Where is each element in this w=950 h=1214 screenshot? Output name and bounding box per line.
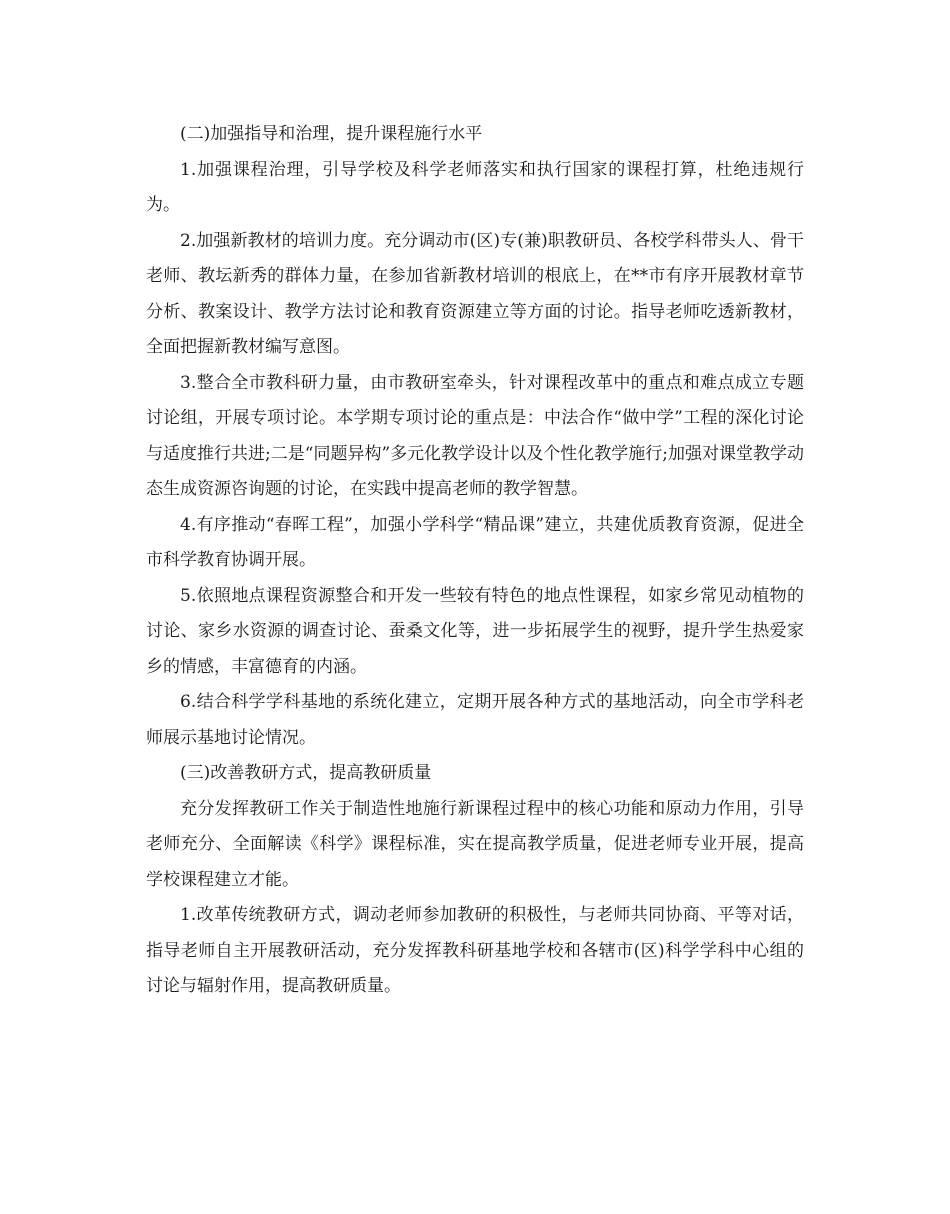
- paragraph-item-5: 5.依照地点课程资源整合和开发一些较有特色的地点性课程，如家乡常见动植物的讨论、家乡水资源的调查讨论、蚕桑文化等，进一步拓展学生的视野，提升学生热爱家乡的情感，丰富德育的内涵。: [146, 585, 804, 677]
- paragraph-item-3: 3.整合全市教科研力量，由市教研室牵头，针对课程改革中的重点和难点成立专题讨论组，开展专项讨论。本学期专项讨论的重点是：中法合作“做中学”工程的深化讨论与适度推行共进;二是“同题异构”多元化教学设计以及个性化教学施行;加强对课堂教学动态生成资源咨询题的讨论，在实践中提高老师的教学智慧。: [146, 372, 804, 499]
- paragraph-item-1: 1.加强课程治理，引导学校及科学老师落实和执行国家的课程打算，杜绝违规行为。: [146, 159, 804, 215]
- paragraph-intro: 充分发挥教研工作关于制造性地施行新课程过程中的核心功能和原动力作用，引导老师充分、全面解读《科学》课程标准，实在提高教学质量，促进老师专业开展，提高学校课程建立才能。: [146, 798, 804, 890]
- paragraph-item-2: 2.加强新教材的培训力度。充分调动市(区)专(兼)职教研员、各校学科带头人、骨干老师、教坛新秀的群体力量，在参加省新教材培训的根底上，在**市有序开展教材章节分析、教案设计、教学方法讨论和教育资源建立等方面的讨论。指导老师吃透新教材，全面把握新教材编写意图。: [146, 230, 804, 357]
- paragraph-item-4: 4.有序推动“春晖工程”，加强小学科学“精品课”建立，共建优质教育资源，促进全市科学教育协调开展。: [146, 514, 804, 570]
- paragraph-item-1b: 1.改革传统教研方式，调动老师参加教研的积极性，与老师共同协商、平等对话，指导老师自主开展教研活动，充分发挥教科研基地学校和各辖市(区)科学学科中心组的讨论与辐射作用，提高教研质量。: [146, 905, 804, 996]
- document-page: [146, 117, 804, 1005]
- section-heading-3: (三)改善教研方式，提高教研质量: [180, 763, 432, 783]
- section-heading-2: (二)加强指导和治理，提升课程施行水平: [180, 124, 483, 144]
- paragraph-item-6: 6.结合科学学科基地的系统化建立，定期开展各种方式的基地活动，向全市学科老师展示基地讨论情况。: [146, 692, 804, 748]
